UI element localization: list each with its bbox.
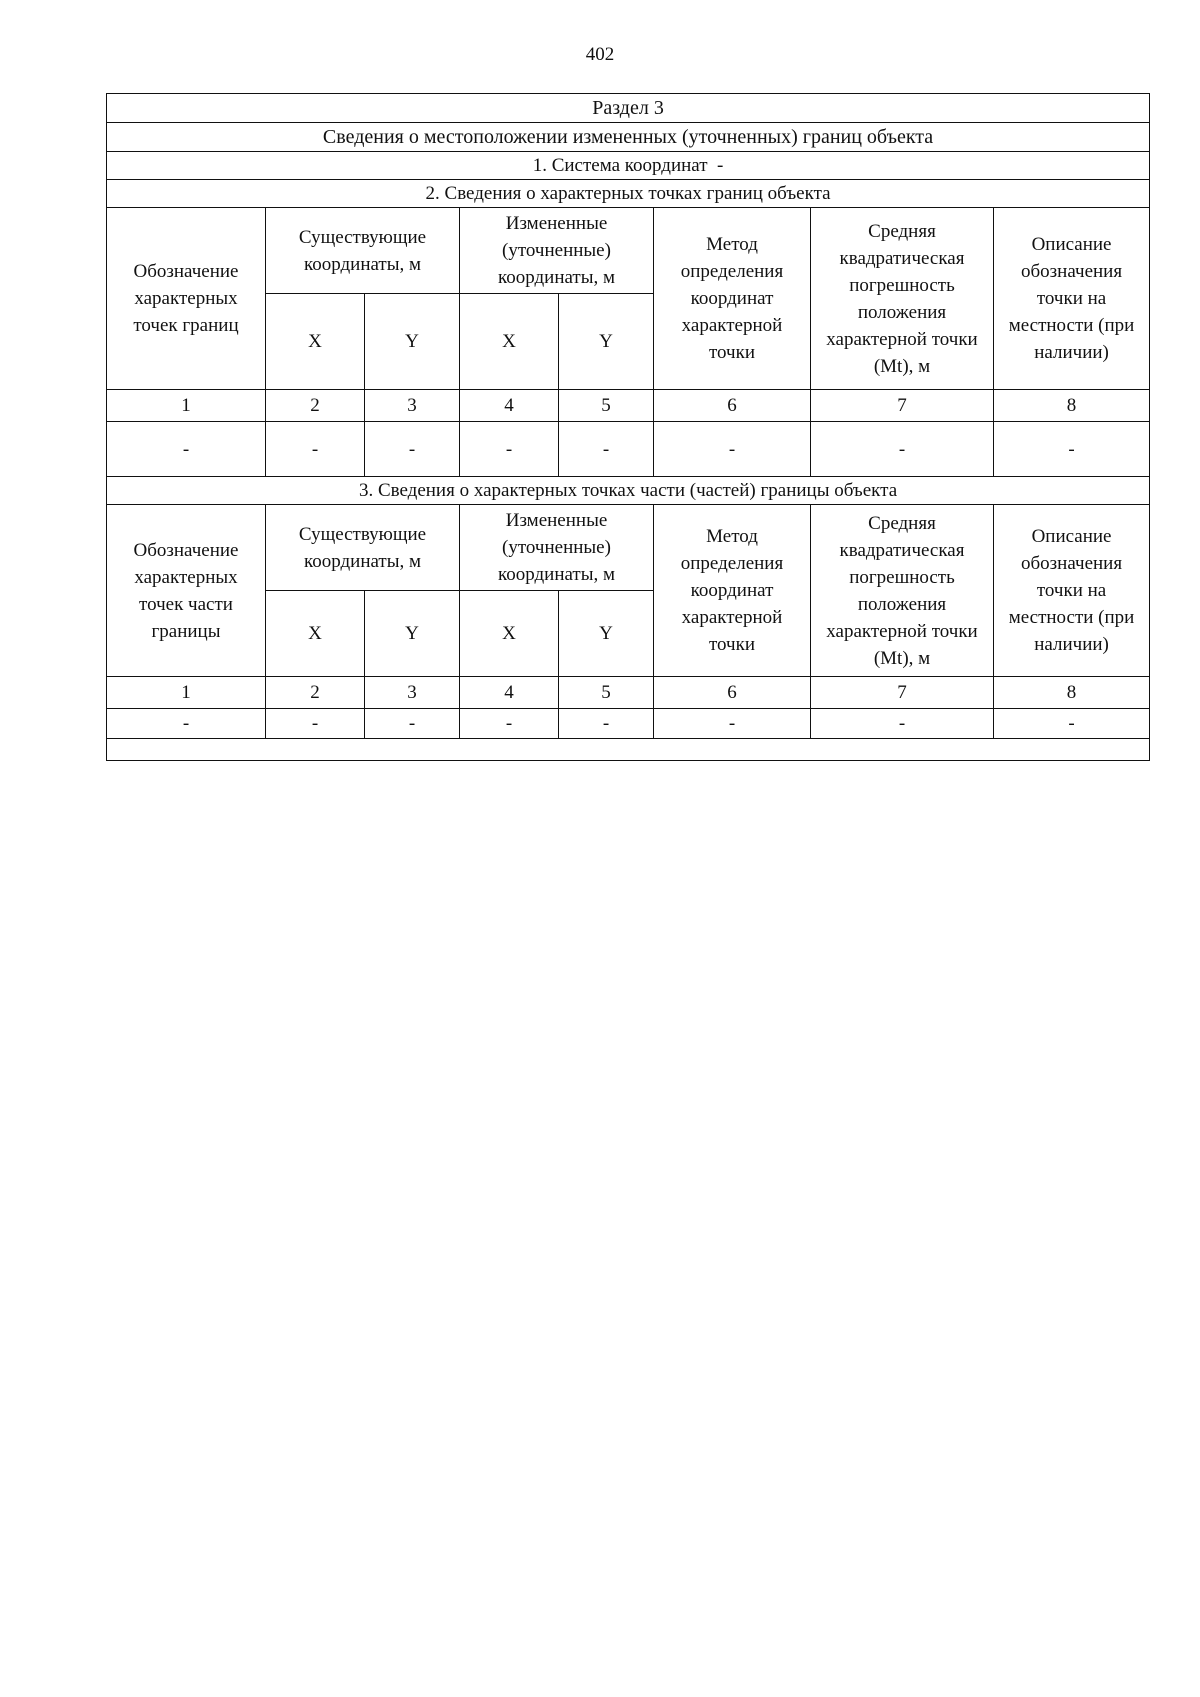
column-number: 3 bbox=[365, 390, 460, 422]
table-cell: - bbox=[107, 422, 266, 477]
parts-existing-x: X bbox=[266, 591, 365, 677]
section-subtitle: Сведения о местоположении измененных (уточненных) границ объекта bbox=[107, 123, 1150, 152]
table-cell: - bbox=[654, 422, 811, 477]
table-cell: - bbox=[365, 422, 460, 477]
table-cell: - bbox=[654, 709, 811, 739]
parts-col-description: Описание обозначения точки на местности (при наличии) bbox=[994, 505, 1150, 677]
table-cell: - bbox=[460, 422, 559, 477]
points-col-changed: Измененные (уточненные) координаты, м bbox=[460, 208, 654, 294]
table-cell: - bbox=[994, 422, 1150, 477]
table-cell: - bbox=[994, 709, 1150, 739]
empty-footer-row bbox=[107, 739, 1150, 761]
points-col-existing: Существующие координаты, м bbox=[266, 208, 460, 294]
column-number: 2 bbox=[266, 677, 365, 709]
parts-col-existing: Существующие координаты, м bbox=[266, 505, 460, 591]
table-cell: - bbox=[107, 709, 266, 739]
column-number: 7 bbox=[811, 390, 994, 422]
table-cell: - bbox=[811, 709, 994, 739]
table-cell: - bbox=[559, 422, 654, 477]
column-number: 1 bbox=[107, 677, 266, 709]
coordinate-system-value: - bbox=[717, 155, 724, 176]
column-number: 5 bbox=[559, 390, 654, 422]
points-col-method: Метод определения координат характерной точки bbox=[654, 208, 811, 390]
column-number: 3 bbox=[365, 677, 460, 709]
parts-col-changed: Измененные (уточненные) координаты, м bbox=[460, 505, 654, 591]
coordinate-system-row bbox=[107, 152, 1150, 180]
points-col-designation: Обозначение характерных точек границ bbox=[107, 208, 266, 390]
points-col-error: Средняя квадратическая погрешность положения характерной точки (Mt), м bbox=[811, 208, 994, 390]
points-existing-y: Y bbox=[365, 294, 460, 390]
parts-section-heading: 3. Сведения о характерных точках части (частей) границы объекта bbox=[107, 477, 1150, 505]
table-cell: - bbox=[266, 709, 365, 739]
column-number: 6 bbox=[654, 390, 811, 422]
points-existing-x: X bbox=[266, 294, 365, 390]
column-number: 1 bbox=[107, 390, 266, 422]
points-section-heading: 2. Сведения о характерных точках границ объекта bbox=[107, 180, 1150, 208]
table-cell: - bbox=[559, 709, 654, 739]
points-data-row bbox=[107, 422, 1150, 477]
boundary-info-table bbox=[106, 93, 1150, 761]
parts-changed-y: Y bbox=[559, 591, 654, 677]
coordinate-system-label: 1. Система координат bbox=[532, 155, 708, 176]
section-title: Раздел 3 bbox=[107, 94, 1150, 123]
points-col-description: Описание обозначения точки на местности (при наличии) bbox=[994, 208, 1150, 390]
parts-existing-y: Y bbox=[365, 591, 460, 677]
column-number: 2 bbox=[266, 390, 365, 422]
parts-changed-x: X bbox=[460, 591, 559, 677]
column-number: 4 bbox=[460, 677, 559, 709]
points-column-numbers-row bbox=[107, 390, 1150, 422]
page-number: 402 bbox=[585, 44, 615, 65]
column-number: 6 bbox=[654, 677, 811, 709]
table-cell: - bbox=[266, 422, 365, 477]
parts-col-designation: Обозначение характерных точек части границы bbox=[107, 505, 266, 677]
table-cell: - bbox=[811, 422, 994, 477]
column-number: 5 bbox=[559, 677, 654, 709]
parts-col-error: Средняя квадратическая погрешность положения характерной точки (Mt), м bbox=[811, 505, 994, 677]
column-number: 8 bbox=[994, 390, 1150, 422]
table-cell: - bbox=[460, 709, 559, 739]
column-number: 8 bbox=[994, 677, 1150, 709]
parts-col-method: Метод определения координат характерной точки bbox=[654, 505, 811, 677]
parts-data-row bbox=[107, 709, 1150, 739]
column-number: 7 bbox=[811, 677, 994, 709]
column-number: 4 bbox=[460, 390, 559, 422]
table-cell: - bbox=[365, 709, 460, 739]
points-changed-x: X bbox=[460, 294, 559, 390]
points-changed-y: Y bbox=[559, 294, 654, 390]
parts-column-numbers-row bbox=[107, 677, 1150, 709]
